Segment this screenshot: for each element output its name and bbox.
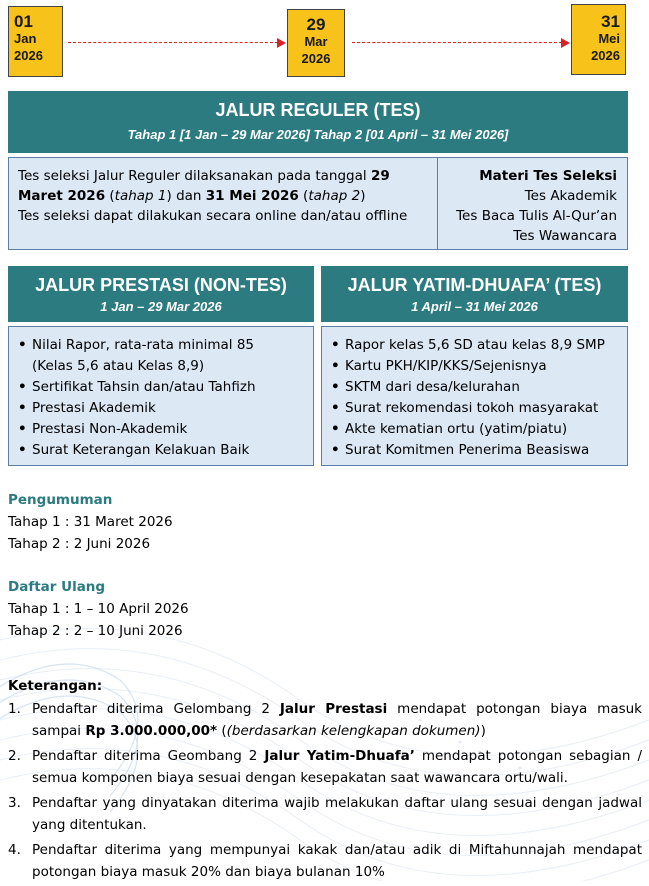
desc-line-2: Tes seleksi dapat dilakukan secara online dan/atau offline: [18, 208, 408, 224]
yatim-subtitle: 1 April – 31 Mei 2026: [411, 299, 538, 314]
note-number: 2.: [8, 748, 21, 764]
schedule-line: Tahap 1 : 1 – 10 April 2026: [8, 601, 189, 617]
date-day: 31: [601, 12, 620, 31]
arrowhead-icon: [561, 38, 570, 48]
note-text: Pendaftar yang dinyatakan diterima wajib melakukan daftar ulang sesuai dengan jadwal yang ditentukan.: [32, 795, 642, 833]
schedule-line: Tahap 1 : 31 Maret 2026: [8, 514, 173, 530]
prestasi-subtitle: 1 Jan – 29 Mar 2026: [100, 299, 222, 314]
note-text: Pendaftar diterima Geombang 2: [32, 748, 265, 764]
list-item: • Kartu PKH/KIP/KKS/Sejenisnya: [331, 356, 627, 377]
reguler-description: Tes seleksi Jalur Reguler dilaksanakan pada tanggal 29 Maret 2026 (tahap 1) dan 31 Mei 2026 (tahap 2) Tes seleksi dapat dilakukan secara online dan/atau offline: [18, 166, 433, 226]
list-item: [18, 335, 313, 377]
date-year: 2026: [301, 51, 331, 66]
note-bold: Jalur Yatim-Dhuafa’: [264, 748, 415, 764]
note-bold: Jalur Prestasi: [279, 701, 388, 717]
section-heading: Pengumuman: [8, 492, 113, 508]
list-item: • Akte kematian ortu (yatim/piatu): [331, 419, 627, 440]
list-item-sub: (Kelas 5,6 atau Kelas 8,9): [32, 358, 205, 374]
section-heading: Keterangan:: [8, 678, 103, 694]
reguler-subtitle: Tahap 1 [1 Jan – 29 Mar 2026] Tahap 2 [01 April – 31 Mei 2026]: [127, 127, 509, 142]
date-month: Mar: [304, 34, 328, 49]
list-item: • Prestasi Non-Akademik: [18, 419, 313, 440]
yatim-requirements-box: [321, 326, 628, 466]
daftar-ulang-section: [8, 576, 189, 642]
date-year: 2026: [14, 48, 43, 63]
desc-date-1: 29 Maret 2026: [18, 168, 390, 204]
note-text: mendapat potongan sebagian / semua komponen biaya sesuai dengan kesepakatan saat wawancara ortu/wali.: [32, 748, 642, 786]
prestasi-title: JALUR PRESTASI (NON-TES): [35, 275, 287, 295]
pengumuman-section: [8, 489, 173, 555]
desc-tahap-1: tahap 1: [114, 188, 167, 204]
list-item: • Rapor kelas 5,6 SD atau kelas 8,9 SMP: [331, 335, 627, 356]
materi-item: Tes Akademik: [524, 188, 617, 204]
list-item: • Surat Komitmen Penerima Beasiswa: [331, 440, 627, 461]
note-text: mendapat potongan biaya masuk sampai: [32, 701, 642, 739]
desc-date-2: 31 Mei 2026: [205, 188, 299, 204]
note-item: [8, 792, 642, 836]
date-month: Jan: [14, 31, 37, 46]
note-italic: (berdasarkan kelengkapan dokumen): [226, 723, 481, 739]
reguler-info-box: [8, 157, 628, 250]
note-number: 3.: [8, 795, 21, 811]
reguler-title: JALUR REGULER (TES): [215, 100, 421, 120]
note-item: [8, 745, 642, 789]
timeline-arrow-2: [352, 42, 562, 43]
date-box-mid: [287, 9, 345, 77]
desc-text: Tes seleksi Jalur Reguler dilaksanakan pada tanggal: [18, 168, 371, 184]
list-item-text: Nilai Rapor, rata-rata minimal 85: [32, 337, 255, 353]
keterangan-section: [8, 678, 642, 886]
note-number: 1.: [8, 701, 21, 717]
divider: [437, 158, 438, 249]
list-item: • Sertifikat Tahsin dan/atau Tahfizh: [18, 377, 313, 398]
yatim-title: JALUR YATIM-DHUAFA’ (TES): [347, 275, 602, 295]
schedule-line: Tahap 2 : 2 Juni 2026: [8, 536, 151, 552]
list-item: • Surat Keterangan Kelakuan Baik: [18, 440, 313, 461]
date-year: 2026: [591, 48, 620, 63]
note-item: 1. Pendaftar diterima Gelombang 2 Jalur Prestasi mendapat potongan biaya masuk sampai Rp 3.000.000,00* ((berdasarkan kelengkapan dokumen)): [8, 698, 642, 742]
list-item: • Surat rekomendasi tokoh masyarakat: [331, 398, 627, 419]
reguler-header: [8, 91, 628, 153]
note-text: Pendaftar diterima Gelombang 2: [32, 701, 280, 717]
timeline-arrow-1: [68, 42, 278, 43]
materi-item: Tes Wawancara: [513, 228, 617, 244]
schedule-line: Tahap 2 : 2 – 10 Juni 2026: [8, 623, 183, 639]
list-item: • Prestasi Akademik: [18, 398, 313, 419]
date-day: 01: [14, 12, 33, 31]
date-day: 29: [306, 15, 326, 34]
section-heading: Daftar Ulang: [8, 579, 106, 595]
yatim-header: [321, 266, 628, 322]
prestasi-header: [8, 266, 314, 322]
note-number: 4.: [8, 842, 21, 858]
arrowhead-icon: [277, 38, 286, 48]
date-box-start: [8, 6, 63, 77]
list-item: • SKTM dari desa/kelurahan: [331, 377, 627, 398]
note-text: Pendaftar diterima yang mempunyai kakak dan/atau adik di Miftahunnajah mendapat potongan biaya masuk 20% dan biaya bulanan 10%: [32, 842, 642, 880]
note-item: [8, 839, 642, 883]
desc-tahap-2: tahap 2: [308, 188, 361, 204]
note-bold: Rp 3.000.000,00*: [85, 723, 218, 739]
date-box-end: [571, 4, 626, 75]
materi-title: Materi Tes Seleksi: [479, 168, 617, 184]
prestasi-requirements-box: [8, 326, 314, 466]
materi-item: Tes Baca Tulis Al-Qur’an: [456, 208, 617, 224]
desc-and: dan: [171, 188, 206, 204]
materi-list: [456, 166, 617, 246]
date-month: Mei: [598, 31, 620, 46]
